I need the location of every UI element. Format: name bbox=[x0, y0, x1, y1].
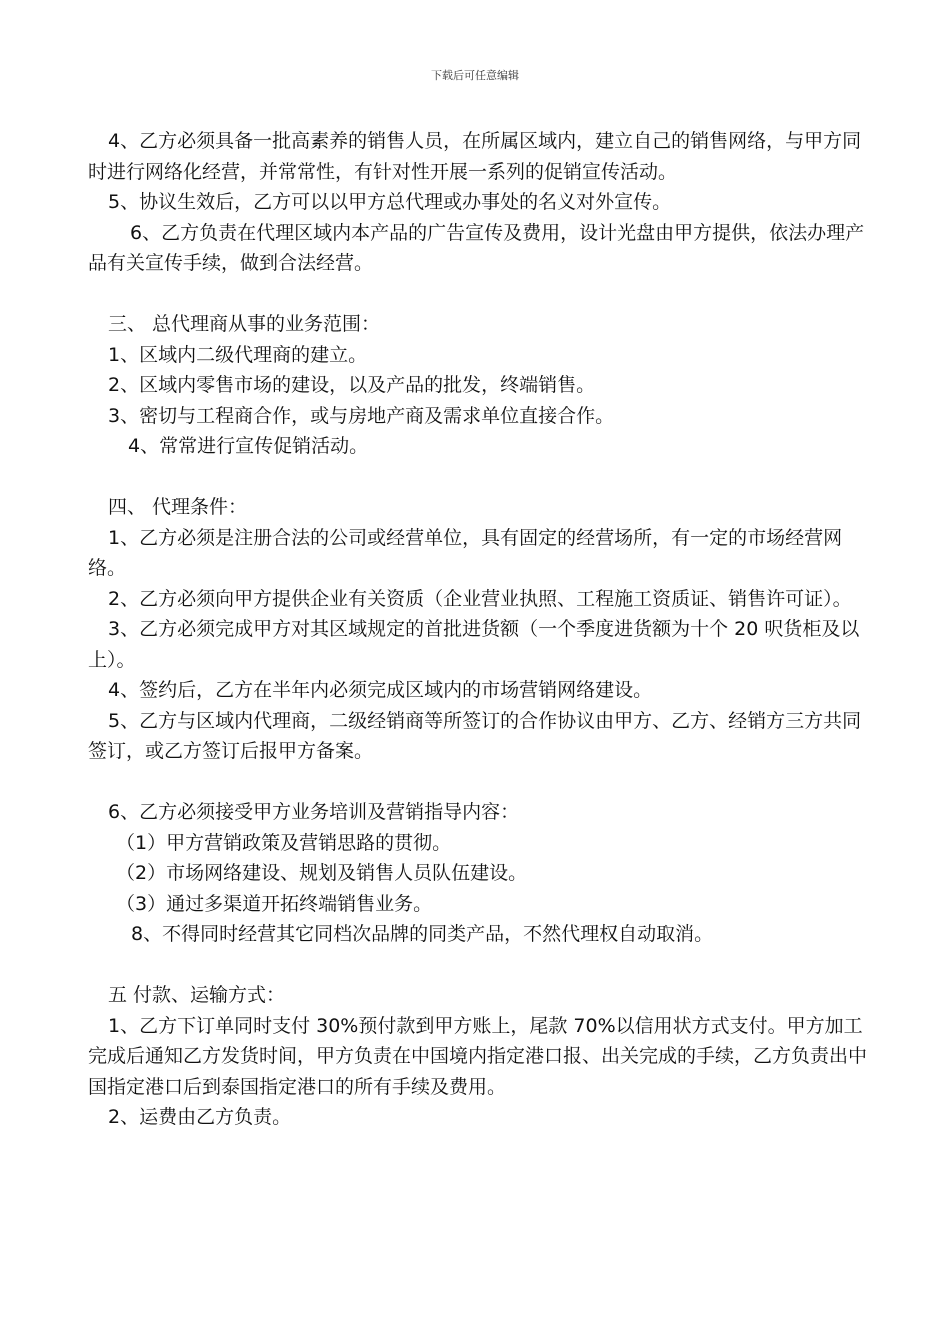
paragraph-clause-2-5: 5、协议生效后，乙方可以以甲方总代理或办事处的名义对外宣传。 bbox=[108, 191, 672, 213]
paragraph-clause-4-5: 5、乙方与区域内代理商，二级经销商等所签订的合作协议由甲方、乙方、经销方三方共同签订，或乙方签订后报甲方备案。 bbox=[88, 709, 862, 762]
paragraph-clause-2-4: 4、乙方必须具备一批高素养的销售人员，在所属区域内，建立自己的销售网络，与甲方同时进行网络化经营，并常常性，有针对性开展一系列的促销宣传活动。 bbox=[88, 130, 862, 183]
paragraph-clause-2-6: 6、乙方负责在代理区域内本产品的广告宣传及费用，设计光盘由甲方提供，依法办理产品有关宣传手续，做到合法经营。 bbox=[88, 221, 865, 274]
spacer bbox=[88, 462, 878, 493]
section-heading-5: 五 付款、运输方式： bbox=[108, 984, 286, 1006]
sub-item-3: （3）通过多渠道开拓终端销售业务。 bbox=[116, 892, 433, 915]
paragraph-clause-4-2: 2、乙方必须向甲方提供企业有关资质（企业营业执照、工程施工资质证、销售许可证）。 bbox=[108, 587, 852, 610]
paragraph-clause-5-1: 1、乙方下订单同时支付 30%预付款到甲方账上，尾款 70%以信用状方式支付。甲方加工完成后通知乙方发货时间，甲方负责在中国境内指定港口报、出关完成的手续，乙方负责出中国指定港口后到泰国指定港口的所有手续及费用。 bbox=[88, 1014, 868, 1098]
list-item-3-1: 1、区域内二级代理商的建立。 bbox=[108, 343, 368, 366]
spacer bbox=[88, 279, 878, 310]
paragraph-clause-4-3: 3、乙方必须完成甲方对其区域规定的首批进货额（一个季度进货额为十个 20 呎货柜及以上）。 bbox=[88, 618, 860, 671]
paragraph-clause-5-2: 2、运费由乙方负责。 bbox=[108, 1106, 292, 1128]
section-heading-3: 三、 总代理商从事的业务范围： bbox=[108, 313, 381, 335]
paragraph-clause-4-4: 4、签约后，乙方在半年内必须完成区域内的市场营销网络建设。 bbox=[108, 679, 653, 701]
paragraph-clause-4-6: 6、乙方必须接受甲方业务培训及营销指导内容： bbox=[108, 801, 520, 823]
paragraph-clause-4-8: 8、不得同时经营其它同档次品牌的同类产品，不然代理权自动取消。 bbox=[131, 923, 714, 945]
sub-item-2: （2）市场网络建设、规划及销售人员队伍建设。 bbox=[116, 862, 528, 884]
page-header: 下载后可任意编辑 bbox=[431, 69, 519, 82]
sub-item-1: （1）甲方营销政策及营销思路的贯彻。 bbox=[116, 831, 452, 854]
list-item-3-4: 4、常常进行宣传促销活动。 bbox=[128, 435, 369, 457]
spacer bbox=[88, 767, 878, 798]
section-heading-4: 四、 代理条件： bbox=[108, 496, 248, 518]
document-body bbox=[88, 126, 878, 1133]
list-item-3-2: 2、区域内零售市场的建设，以及产品的批发，终端销售。 bbox=[108, 374, 596, 396]
spacer bbox=[88, 950, 878, 981]
paragraph-clause-4-1: 1、乙方必须是注册合法的公司或经营单位，具有固定的经营场所，有一定的市场经营网络。 bbox=[88, 526, 843, 579]
list-item-3-3: 3、密切与工程商合作，或与房地产商及需求单位直接合作。 bbox=[108, 404, 615, 427]
